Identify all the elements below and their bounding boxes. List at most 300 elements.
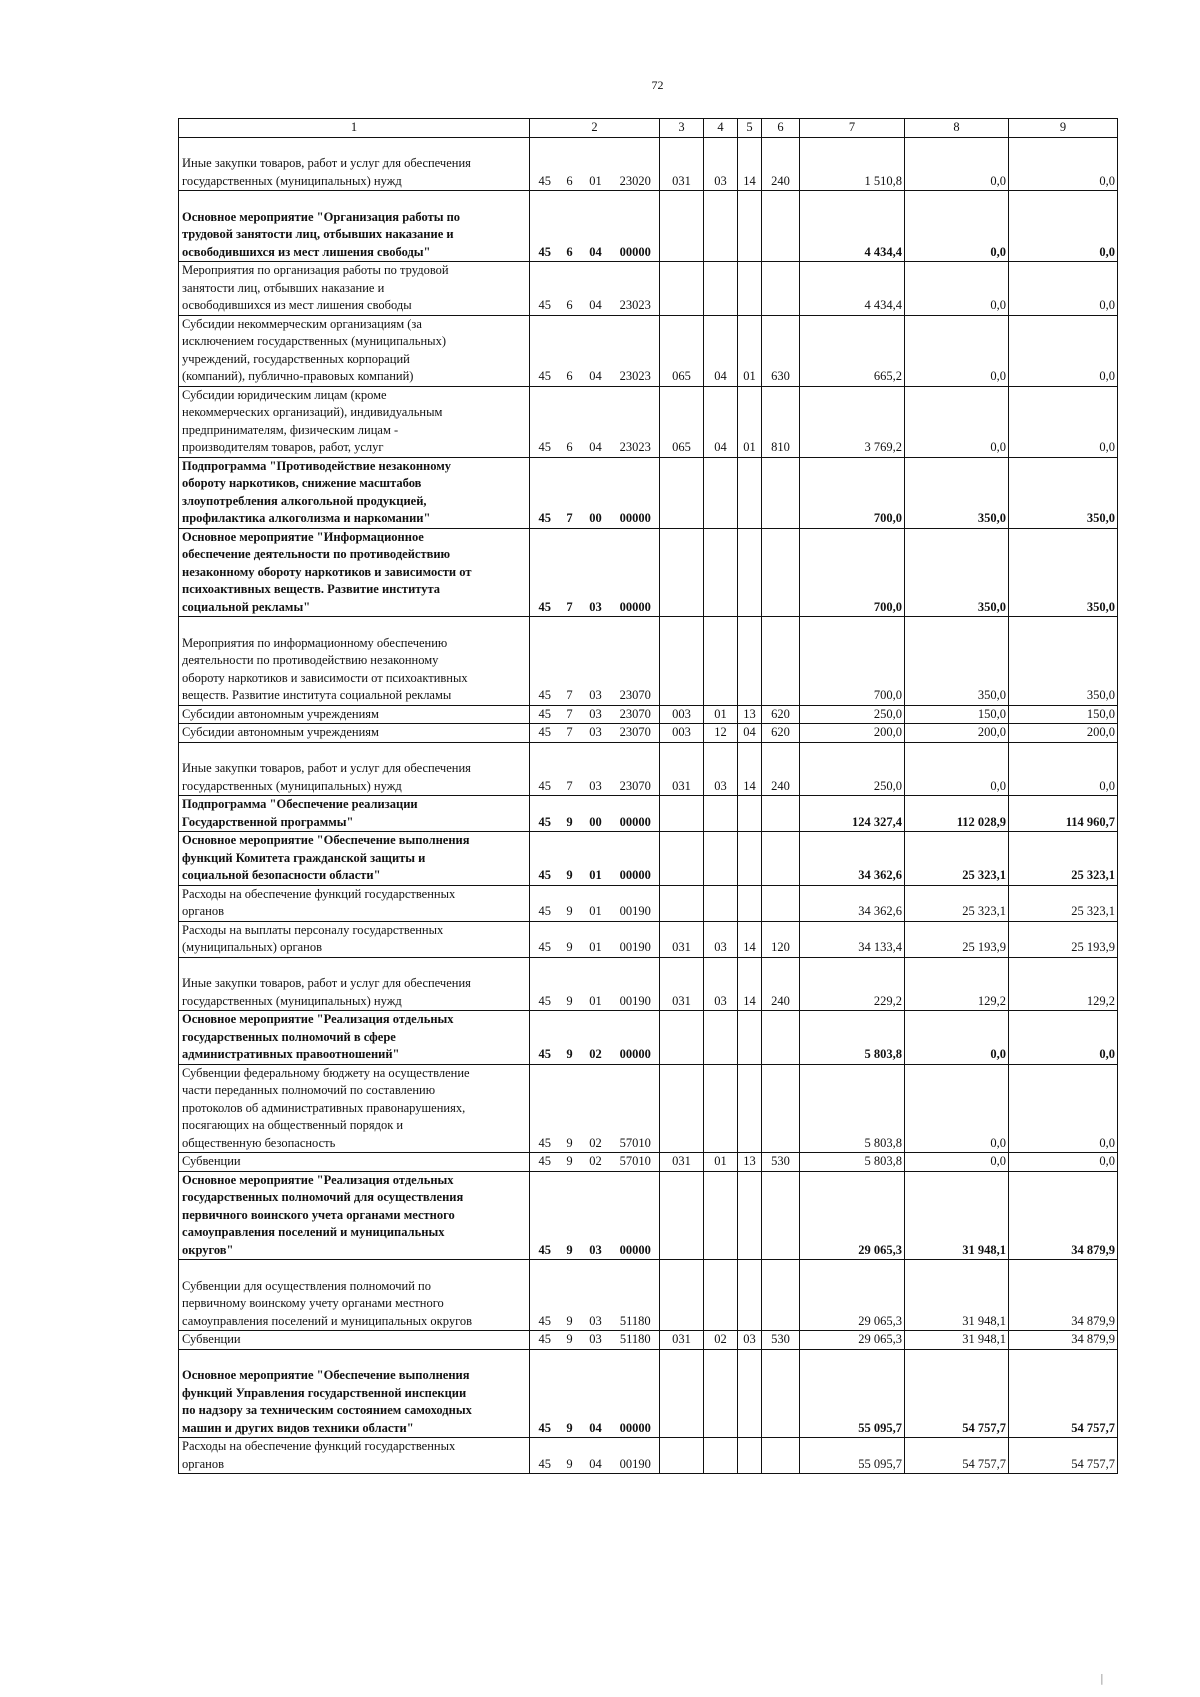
- program-code: 45: [530, 1331, 560, 1350]
- header-row: [179, 119, 1118, 138]
- expense-type-code: [762, 832, 800, 886]
- header-cell-9: 9: [1009, 119, 1118, 138]
- description-line: самоуправления поселений и муниципальных округов: [182, 1313, 473, 1328]
- row-description: [179, 724, 530, 743]
- activity-code: 04: [580, 386, 612, 457]
- amount-col8: 150,0: [905, 705, 1009, 724]
- table-row: [179, 957, 1118, 1011]
- description-line: протоколов об административных правонарушениях,: [182, 1100, 466, 1115]
- table-row: [179, 1171, 1118, 1260]
- amount-col9: 129,2: [1009, 957, 1118, 1011]
- description-line: предпринимателям, физическим лицам -: [182, 422, 399, 437]
- expense-type-code: [762, 1064, 800, 1153]
- description-line: Государственной программы": [182, 814, 354, 829]
- table-row: [179, 137, 1118, 191]
- program-code: 45: [530, 1260, 560, 1331]
- amount-col9: 54 757,7: [1009, 1438, 1118, 1474]
- amount-col9: 350,0: [1009, 528, 1118, 617]
- description-line: Основное мероприятие "Обеспечение выполнения: [182, 833, 470, 847]
- amount-col7: 55 095,7: [800, 1349, 905, 1438]
- header-cell-6: 6: [762, 119, 800, 138]
- section-code: 12: [704, 724, 738, 743]
- description-line: государственных (муниципальных) нужд: [182, 778, 402, 793]
- activity-code: 01: [580, 832, 612, 886]
- row-description: [179, 315, 530, 386]
- row-description: [179, 796, 530, 832]
- admin-code: [660, 885, 704, 921]
- program-code: 45: [530, 617, 560, 706]
- section-code: 04: [704, 386, 738, 457]
- direction-code: 00190: [612, 885, 660, 921]
- amount-col9: 25 193,9: [1009, 921, 1118, 957]
- description-line: посягающих на общественный порядок и: [182, 1118, 404, 1132]
- amount-col7: 4 434,4: [800, 262, 905, 316]
- program-code: 45: [530, 1171, 560, 1260]
- amount-col7: 5 803,8: [800, 1064, 905, 1153]
- expense-type-code: 530: [762, 1153, 800, 1172]
- row-description: [179, 705, 530, 724]
- expense-type-code: 530: [762, 1331, 800, 1350]
- expense-type-code: [762, 1349, 800, 1438]
- row-description: [179, 1064, 530, 1153]
- program-code: 45: [530, 921, 560, 957]
- table-row: [179, 617, 1118, 706]
- row-description: [179, 832, 530, 886]
- activity-code: 02: [580, 1153, 612, 1172]
- table-row: [179, 1438, 1118, 1474]
- expense-type-code: [762, 457, 800, 528]
- amount-col7: 200,0: [800, 724, 905, 743]
- description-line: первичного воинского учета органами местного: [182, 1207, 455, 1222]
- program-code: 45: [530, 796, 560, 832]
- page-number: 72: [651, 78, 664, 92]
- description-line: злоупотребления алкогольной продукцией,: [182, 493, 427, 508]
- admin-code: [660, 1438, 704, 1474]
- program-code: 45: [530, 1064, 560, 1153]
- activity-code: 00: [580, 457, 612, 528]
- description-line: Основное мероприятие "Реализация отдельных: [182, 1172, 454, 1187]
- subsection-code: [738, 528, 762, 617]
- subsection-code: 01: [738, 386, 762, 457]
- expense-type-code: 240: [762, 137, 800, 191]
- amount-col8: 0,0: [905, 1153, 1009, 1172]
- subsection-code: [738, 1011, 762, 1065]
- expense-type-code: [762, 1438, 800, 1474]
- table-row: [179, 705, 1118, 724]
- direction-code: 23070: [612, 742, 660, 796]
- description-line: Подпрограмма "Обеспечение реализации: [182, 797, 418, 811]
- row-description: [179, 742, 530, 796]
- section-code: 03: [704, 742, 738, 796]
- direction-code: 00000: [612, 457, 660, 528]
- expense-type-code: [762, 796, 800, 832]
- description-line: государственных полномочий в сфере: [182, 1029, 396, 1044]
- amount-col7: 34 362,6: [800, 832, 905, 886]
- amount-col7: 4 434,4: [800, 191, 905, 262]
- row-description: [179, 885, 530, 921]
- description-line: Иные закупки товаров, работ и услуг для обеспечения: [182, 976, 471, 990]
- amount-col8: 25 323,1: [905, 885, 1009, 921]
- amount-col8: 0,0: [905, 1011, 1009, 1065]
- activity-code: 04: [580, 1438, 612, 1474]
- amount-col9: 350,0: [1009, 457, 1118, 528]
- section-code: [704, 832, 738, 886]
- amount-col9: 34 879,9: [1009, 1171, 1118, 1260]
- budget-table: [178, 118, 1118, 1474]
- description-line: Основное мероприятие "Информационное: [182, 529, 424, 544]
- row-description: [179, 191, 530, 262]
- row-description: [179, 1349, 530, 1438]
- description-line: общественную безопасность: [182, 1135, 336, 1150]
- description-line: округов": [182, 1242, 234, 1257]
- description-line: занятости лиц, отбывших наказание и: [182, 280, 385, 295]
- expense-type-code: [762, 885, 800, 921]
- admin-code: [660, 1011, 704, 1065]
- subsection-code: [738, 617, 762, 706]
- expense-type-code: [762, 1011, 800, 1065]
- expense-type-code: 120: [762, 921, 800, 957]
- description-line: [182, 958, 526, 976]
- amount-col7: 29 065,3: [800, 1331, 905, 1350]
- description-line: [182, 191, 526, 209]
- table-row: [179, 1331, 1118, 1350]
- activity-code: 00: [580, 796, 612, 832]
- subsection-code: 14: [738, 742, 762, 796]
- description-line: Субвенции федеральному бюджету на осуществление: [182, 1065, 470, 1080]
- program-code: 45: [530, 742, 560, 796]
- description-line: Расходы на выплаты персоналу государственных: [182, 922, 444, 937]
- subprogram-code: 9: [560, 1438, 580, 1474]
- subsection-code: [738, 1349, 762, 1438]
- expense-type-code: 240: [762, 957, 800, 1011]
- amount-col8: 0,0: [905, 386, 1009, 457]
- row-description: [179, 1153, 530, 1172]
- table-row: [179, 1260, 1118, 1331]
- amount-col7: 700,0: [800, 457, 905, 528]
- activity-code: 04: [580, 262, 612, 316]
- description-line: Основное мероприятие "Организация работы по: [182, 209, 461, 224]
- expense-type-code: [762, 191, 800, 262]
- row-description: [179, 457, 530, 528]
- amount-col8: 54 757,7: [905, 1438, 1009, 1474]
- amount-col9: 54 757,7: [1009, 1349, 1118, 1438]
- amount-col8: 31 948,1: [905, 1331, 1009, 1350]
- amount-col8: 200,0: [905, 724, 1009, 743]
- expense-type-code: 620: [762, 705, 800, 724]
- description-line: Мероприятия по информационному обеспечению: [182, 635, 448, 650]
- expense-type-code: 630: [762, 315, 800, 386]
- subsection-code: [738, 796, 762, 832]
- admin-code: [660, 528, 704, 617]
- description-line: Расходы на обеспечение функций государственных: [182, 1439, 456, 1453]
- subprogram-code: 9: [560, 921, 580, 957]
- admin-code: [660, 617, 704, 706]
- header-cell-7: 7: [800, 119, 905, 138]
- description-line: функций Управления государственной инспекции: [182, 1385, 467, 1400]
- description-line: органов: [182, 1456, 225, 1471]
- activity-code: 03: [580, 724, 612, 743]
- admin-code: 031: [660, 742, 704, 796]
- direction-code: 00000: [612, 1171, 660, 1260]
- activity-code: 01: [580, 921, 612, 957]
- description-line: органов: [182, 904, 225, 918]
- section-code: [704, 617, 738, 706]
- subsection-code: [738, 1438, 762, 1474]
- amount-col9: 200,0: [1009, 724, 1118, 743]
- activity-code: 02: [580, 1064, 612, 1153]
- description-line: (муниципальных) органов: [182, 940, 323, 954]
- description-line: Субсидии юридическим лицам (кроме: [182, 387, 387, 402]
- description-line: Иные закупки товаров, работ и услуг для обеспечения: [182, 761, 471, 775]
- description-line: первичному воинскому учету органами местного: [182, 1296, 444, 1310]
- expense-type-code: [762, 1171, 800, 1260]
- program-code: 45: [530, 191, 560, 262]
- amount-col7: 1 510,8: [800, 137, 905, 191]
- admin-code: [660, 796, 704, 832]
- description-line: деятельности по противодействию незаконному: [182, 653, 439, 667]
- description-line: трудовой занятости лиц, отбывших наказание и: [182, 227, 454, 241]
- admin-code: [660, 191, 704, 262]
- amount-col9: 0,0: [1009, 1011, 1118, 1065]
- table-row: [179, 1011, 1118, 1065]
- scan-edge-mark: |: [1100, 1672, 1104, 1685]
- amount-col8: 31 948,1: [905, 1171, 1009, 1260]
- admin-code: [660, 1349, 704, 1438]
- description-line: государственных (муниципальных) нужд: [182, 993, 402, 1008]
- section-code: [704, 1064, 738, 1153]
- amount-col8: 25 193,9: [905, 921, 1009, 957]
- direction-code: 57010: [612, 1153, 660, 1172]
- header-cell-8: 8: [905, 119, 1009, 138]
- amount-col7: 29 065,3: [800, 1171, 905, 1260]
- subprogram-code: 7: [560, 724, 580, 743]
- program-code: 45: [530, 724, 560, 743]
- section-code: [704, 1011, 738, 1065]
- table-row: [179, 315, 1118, 386]
- description-line: [182, 1350, 526, 1368]
- description-line: [182, 617, 526, 635]
- description-line: части переданных полномочий по составлению: [182, 1083, 436, 1097]
- section-code: [704, 796, 738, 832]
- section-code: 01: [704, 705, 738, 724]
- amount-col9: 0,0: [1009, 386, 1118, 457]
- subprogram-code: 9: [560, 885, 580, 921]
- table-row: [179, 885, 1118, 921]
- table-row: [179, 457, 1118, 528]
- admin-code: 031: [660, 1153, 704, 1172]
- program-code: 45: [530, 885, 560, 921]
- direction-code: 00190: [612, 921, 660, 957]
- program-code: 45: [530, 137, 560, 191]
- activity-code: 04: [580, 1349, 612, 1438]
- description-line: некоммерческих организаций), индивидуальным: [182, 405, 443, 419]
- expense-type-code: 240: [762, 742, 800, 796]
- admin-code: [660, 262, 704, 316]
- program-code: 45: [530, 705, 560, 724]
- subsection-code: 13: [738, 1153, 762, 1172]
- table-row: [179, 1153, 1118, 1172]
- amount-col7: 665,2: [800, 315, 905, 386]
- amount-col7: 700,0: [800, 617, 905, 706]
- header-cell-3: 3: [660, 119, 704, 138]
- subprogram-code: 6: [560, 315, 580, 386]
- admin-code: [660, 457, 704, 528]
- description-line: учреждений, государственных корпораций: [182, 351, 410, 366]
- program-code: 45: [530, 457, 560, 528]
- direction-code: 00000: [612, 191, 660, 262]
- amount-col7: 250,0: [800, 742, 905, 796]
- direction-code: 00000: [612, 796, 660, 832]
- section-code: [704, 1438, 738, 1474]
- section-code: [704, 262, 738, 316]
- description-line: Подпрограмма "Противодействие незаконному: [182, 458, 452, 473]
- header-cell-2: 2: [530, 119, 660, 138]
- subsection-code: 04: [738, 724, 762, 743]
- amount-col8: 0,0: [905, 315, 1009, 386]
- description-line: Субвенции для осуществления полномочий по: [182, 1278, 431, 1293]
- activity-code: 03: [580, 617, 612, 706]
- description-line: освободившихся из мест лишения свободы": [182, 244, 431, 259]
- direction-code: 23070: [612, 705, 660, 724]
- description-line: [182, 138, 526, 156]
- section-code: 03: [704, 957, 738, 1011]
- amount-col8: 0,0: [905, 742, 1009, 796]
- subsection-code: 13: [738, 705, 762, 724]
- amount-col9: 114 960,7: [1009, 796, 1118, 832]
- row-description: [179, 1260, 530, 1331]
- subprogram-code: 9: [560, 1153, 580, 1172]
- expense-type-code: [762, 528, 800, 617]
- direction-code: 00190: [612, 1438, 660, 1474]
- amount-col9: 0,0: [1009, 1064, 1118, 1153]
- description-line: Основное мероприятие "Реализация отдельных: [182, 1012, 454, 1026]
- amount-col8: 31 948,1: [905, 1260, 1009, 1331]
- subsection-code: [738, 1064, 762, 1153]
- amount-col9: 34 879,9: [1009, 1331, 1118, 1350]
- row-description: [179, 528, 530, 617]
- description-line: по надзору за техническим состоянием самоходных: [182, 1403, 472, 1417]
- subprogram-code: 7: [560, 617, 580, 706]
- program-code: 45: [530, 1349, 560, 1438]
- table-row: [179, 386, 1118, 457]
- admin-code: 003: [660, 724, 704, 743]
- subprogram-code: 9: [560, 1260, 580, 1331]
- activity-code: 01: [580, 885, 612, 921]
- amount-col8: 0,0: [905, 137, 1009, 191]
- admin-code: [660, 1171, 704, 1260]
- subprogram-code: 6: [560, 137, 580, 191]
- table-row: [179, 1064, 1118, 1153]
- amount-col9: 150,0: [1009, 705, 1118, 724]
- amount-col8: 0,0: [905, 262, 1009, 316]
- subprogram-code: 9: [560, 832, 580, 886]
- description-line: функций Комитета гражданской защиты и: [182, 850, 426, 865]
- subprogram-code: 6: [560, 262, 580, 316]
- description-line: Мероприятия по организация работы по трудовой: [182, 263, 449, 277]
- program-code: 45: [530, 262, 560, 316]
- description-line: профилактика алкоголизма и наркомании": [182, 511, 431, 525]
- activity-code: 01: [580, 957, 612, 1011]
- program-code: 45: [530, 1011, 560, 1065]
- description-line: Субсидии автономным учреждениям: [182, 725, 379, 739]
- amount-col7: 3 769,2: [800, 386, 905, 457]
- amount-col9: 0,0: [1009, 315, 1118, 386]
- subsection-code: [738, 885, 762, 921]
- description-line: социальной рекламы": [182, 599, 311, 614]
- table-row: [179, 724, 1118, 743]
- section-code: 01: [704, 1153, 738, 1172]
- program-code: 45: [530, 832, 560, 886]
- admin-code: 003: [660, 705, 704, 724]
- direction-code: 00000: [612, 1349, 660, 1438]
- activity-code: 03: [580, 1331, 612, 1350]
- row-description: [179, 386, 530, 457]
- row-description: [179, 1438, 530, 1474]
- direction-code: 51180: [612, 1260, 660, 1331]
- expense-type-code: 620: [762, 724, 800, 743]
- subsection-code: 03: [738, 1331, 762, 1350]
- admin-code: [660, 1064, 704, 1153]
- description-line: самоуправления поселений и муниципальных: [182, 1225, 445, 1239]
- direction-code: 23070: [612, 724, 660, 743]
- amount-col7: 229,2: [800, 957, 905, 1011]
- description-line: психоактивных веществ. Развитие института: [182, 582, 441, 596]
- amount-col8: 350,0: [905, 617, 1009, 706]
- subprogram-code: 6: [560, 191, 580, 262]
- table-row: [179, 832, 1118, 886]
- header-cell-1: 1: [179, 119, 530, 138]
- subsection-code: [738, 262, 762, 316]
- table-row: [179, 1349, 1118, 1438]
- row-description: [179, 1331, 530, 1350]
- amount-col9: 0,0: [1009, 742, 1118, 796]
- activity-code: 03: [580, 528, 612, 617]
- description-line: Субсидии автономным учреждениям: [182, 706, 379, 721]
- subsection-code: 14: [738, 137, 762, 191]
- amount-col7: 250,0: [800, 705, 905, 724]
- description-line: административных правоотношений": [182, 1047, 400, 1061]
- description-line: обороту наркотиков и зависимости от психоактивных: [182, 670, 468, 685]
- subprogram-code: 7: [560, 457, 580, 528]
- description-line: Субвенции: [182, 1154, 241, 1168]
- program-code: 45: [530, 386, 560, 457]
- table-row: [179, 262, 1118, 316]
- row-description: [179, 137, 530, 191]
- amount-col7: 29 065,3: [800, 1260, 905, 1331]
- description-line: исключением государственных (муниципальных): [182, 334, 446, 348]
- program-code: 45: [530, 1438, 560, 1474]
- subprogram-code: 7: [560, 705, 580, 724]
- description-line: государственных (муниципальных) нужд: [182, 173, 402, 188]
- subprogram-code: 9: [560, 1011, 580, 1065]
- direction-code: 57010: [612, 1064, 660, 1153]
- activity-code: 01: [580, 137, 612, 191]
- amount-col9: 0,0: [1009, 1153, 1118, 1172]
- activity-code: 02: [580, 1011, 612, 1065]
- subsection-code: 01: [738, 315, 762, 386]
- activity-code: 03: [580, 705, 612, 724]
- row-description: [179, 957, 530, 1011]
- section-code: [704, 1260, 738, 1331]
- direction-code: 00000: [612, 832, 660, 886]
- admin-code: [660, 832, 704, 886]
- section-code: 03: [704, 137, 738, 191]
- activity-code: 03: [580, 1171, 612, 1260]
- direction-code: 00190: [612, 957, 660, 1011]
- table-row: [179, 796, 1118, 832]
- subsection-code: 14: [738, 957, 762, 1011]
- expense-type-code: [762, 617, 800, 706]
